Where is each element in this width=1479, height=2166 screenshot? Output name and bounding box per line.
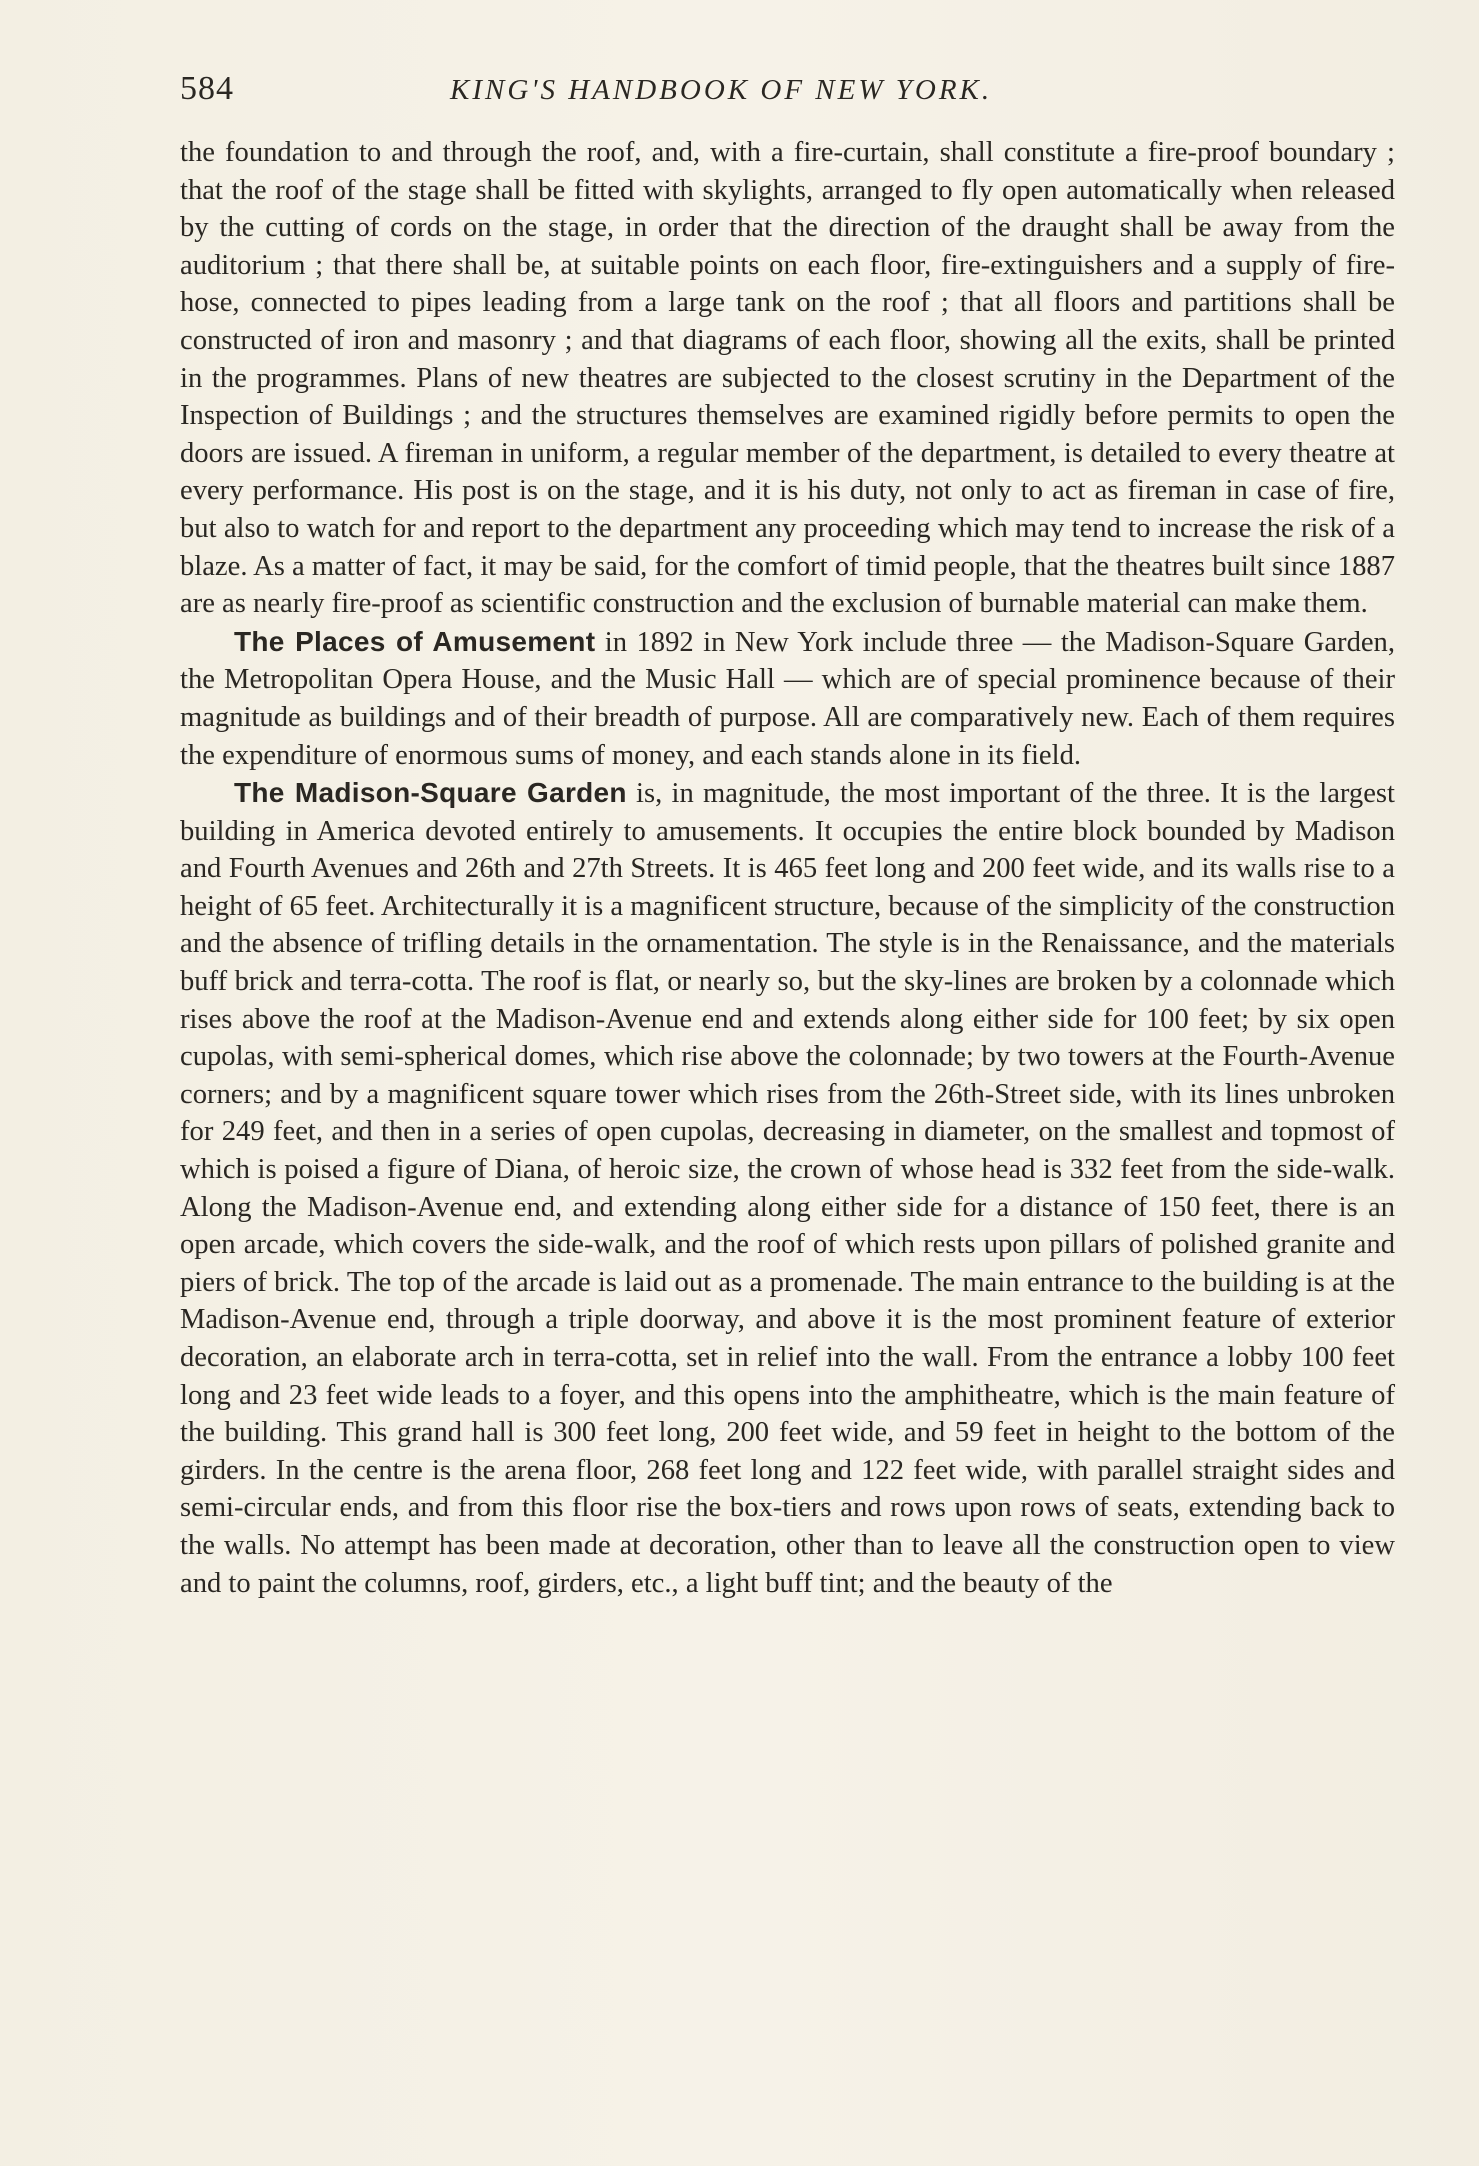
page-number: 584 — [180, 70, 234, 107]
paragraph-text: the foundation to and through the roof, and, with a fire-curtain, shall constitute a fire-proof boundary ; that the roof of the stage shall be fitted with skylights, arranged to fly open automatically when released by the cutting of cords on the stage, in order that the direction of the draught shall be away from the auditorium ; that there shall be, at suitable points on each floor, fire-extinguishers and a supply of fire-hose, connected to pipes leading from a large tank on the roof ; that all floors and partitions shall be constructed of iron and masonry ; and that diagrams of each floor, showing all the exits, shall be printed in the programmes. Plans of new theatres are subjected to the closest scrutiny in the Department of the Inspection of Buildings ; and the structures themselves are examined rigidly before permits to open the doors are issued. A fireman in uniform, a regular member of the department, is detailed to every theatre at every performance. His post is on the stage, and it is his duty, not only to act as fireman in case of fire, but also to watch for and report to the department any proceeding which may tend to increase the risk of a blaze. As a matter of fact, it may be said, for the comfort of timid people, that the theatres built since 1887 are as nearly fire-proof as scientific construction and the exclusion of burnable material can make them. — [180, 137, 1395, 620]
paragraph-text: is, in magnitude, the most important of the three. It is the largest building in America devoted entirely to amusements. It occupies the entire block bounded by Madison and Fourth Avenues and 26th and 27th Streets. It is 465 feet long and 200 feet wide, and its walls rise to a height of 65 feet. Architecturally it is a magnificent structure, because of the simplicity of the construction and the absence of trifling details in the ornamentation. The style is in the Renaissance, and the materials buff brick and terra-cotta. The roof is flat, or nearly so, but the sky-lines are broken by a colonnade which rises above the roof at the Madison-Avenue end and extends along either side for 100 feet; by six open cupolas, with semi-spherical domes, which rise above the colonnade; by two towers at the Fourth-Avenue corners; and by a magnificent square tower which rises from the 26th-Street side, with its lines unbroken for 249 feet, and then in a series of open cupolas, decreasing in diameter, on the smallest and topmost of which is poised a figure of Diana, of heroic size, the crown of whose head is 332 feet from the side-walk. Along the Madison-Avenue end, and extending along either side for a distance of 150 feet, there is an open arcade, which covers the side-walk, and the roof of which rests upon pillars of polished granite and piers of brick. The top of the arcade is laid out as a promenade. The main entrance to the building is at the Madison-Avenue end, through a triple doorway, and above it is the most prominent feature of exterior decoration, an elaborate arch in terra-cotta, set in relief into the wall. From the entrance a lobby 100 feet long and 23 feet wide leads to a foyer, and this opens into the amphitheatre, which is the main feature of the building. This grand hall is 300 feet long, 200 feet wide, and 59 feet in height to the bottom of the girders. In the centre is the arena floor, 268 feet long and 122 feet wide, with parallel straight sides and semi-circular ends, and from this floor rise the box-tiers and rows upon rows of seats, extending back to the walls. No attempt has been made at decoration, other than to leave all the construction open to view and to paint the columns, roof, girders, etc., a light buff tint; and the beauty of the — [180, 778, 1395, 1599]
paragraph-text: in 1892 in New York include three — the Madison-Square Garden, the Metropolitan Opera House, and the Music Hall — which are of special prominence because of their magnitude as buildings and of their breadth of purpose. All are comparatively new. Each of them requires the expenditure of enormous sums of money, and each stands alone in its field. — [180, 626, 1395, 771]
page-header — [180, 70, 1395, 120]
paragraph-places-of-amusement — [180, 623, 1395, 774]
paragraph-continuation — [180, 134, 1395, 623]
section-heading: The Places of Amusement — [234, 625, 596, 657]
section-heading: The Madison-Square Garden — [234, 777, 627, 809]
running-head: KING'S HANDBOOK OF NEW YORK. — [450, 74, 993, 106]
paragraph-madison-square-garden — [180, 774, 1395, 1602]
body-text — [180, 134, 1395, 1602]
